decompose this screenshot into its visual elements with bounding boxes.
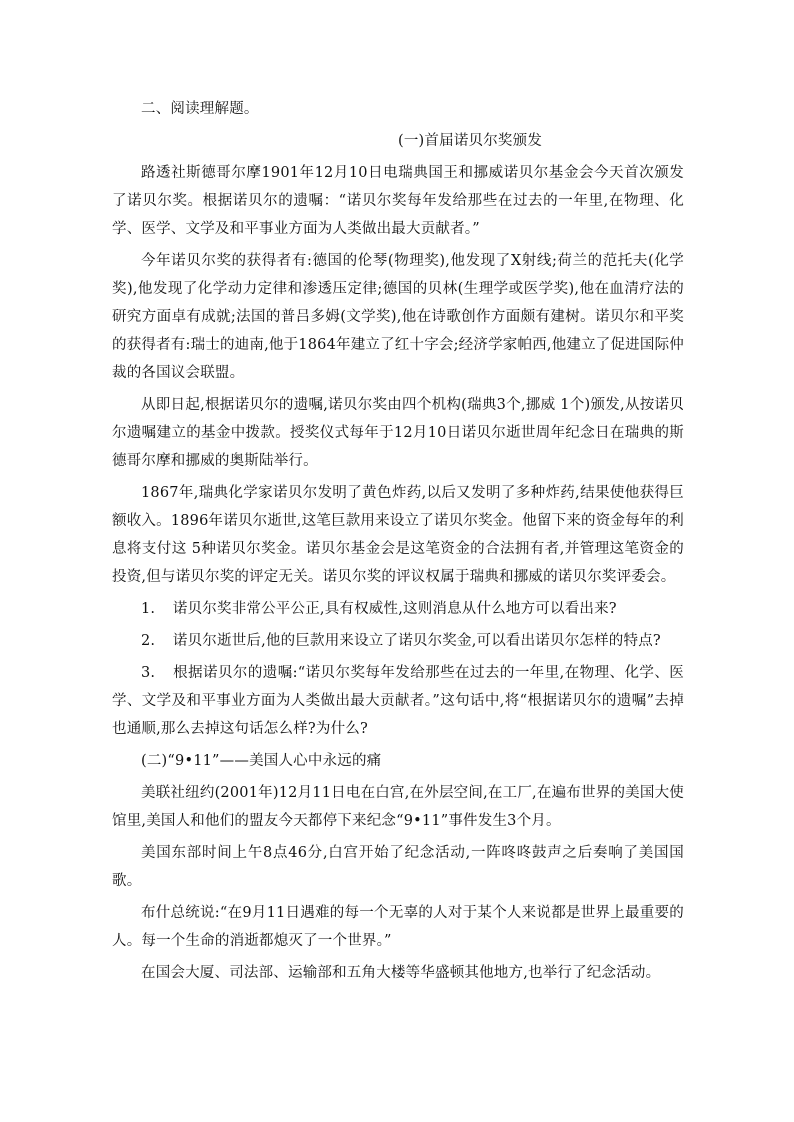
- question-1: [112, 595, 684, 623]
- passage2-title: (二)“9•11”——美国人心中永远的痛: [141, 753, 382, 769]
- question-text: 诺贝尔逝世后,他的巨款用来设立了诺贝尔奖金,可以看出诺贝尔怎样的特点?: [172, 633, 661, 649]
- passage2-paragraph-1: 美联社纽约(2001年)12月11日电在白宫,在外层空间,在工厂,在遍布世界的美国大使馆里,美国人和他们的盟友今天都停下来纪念“9•11”事件发生3个月。: [112, 785, 684, 829]
- document-content: [112, 95, 684, 991]
- passage1-paragraph-3: 从即日起,根据诺贝尔的遗嘱,诺贝尔奖由四个机构(瑞典3个,挪威 1个)颁发,从按诺贝尔遗嘱建立的基金中拨款。授奖仪式每年于12月10日诺贝尔逝世周年纪念日在瑞典的斯德哥尔摩和挪威的奥斯陆举行。: [112, 397, 684, 469]
- passage2-paragraph-4: 在国会大厦、司法部、运输部和五角大楼等华盛顿其他地方,也举行了纪念活动。: [141, 965, 661, 981]
- passage1-title: (一)首届诺贝尔奖颁发: [398, 133, 543, 149]
- section-heading: 二、阅读理解题。: [141, 101, 259, 117]
- passage1-paragraph-4: 1867年,瑞典化学家诺贝尔发明了黄色炸药,以后又发明了多种炸药,结果使他获得巨额收入。1896年诺贝尔逝世,这笔巨款用来设立了诺贝尔奖金。他留下来的资金每年的利息将支付这 5种诺贝尔奖金。诺贝尔基金会是这笔资金的合法拥有者,并管理这笔资金的投资,但与诺贝尔奖的评定无关。诺贝尔奖的评议权属于瑞典和挪威的诺贝尔奖评委会。: [112, 485, 684, 585]
- question-2: [112, 627, 684, 655]
- question-text: 根据诺贝尔的遗嘱:“诺贝尔奖每年发给那些在过去的一年里,在物理、化学、医学、文学及和平事业方面为人类做出最大贡献者。”这句话中,将“根据诺贝尔的遗嘱”去掉也通顺,那么去掉这句话怎么样?为什么?: [112, 665, 684, 737]
- passage1-paragraph-1: 路透社斯德哥尔摩1901年12月10日电瑞典国王和挪威诺贝尔基金会今天首次颁发了诺贝尔奖。根据诺贝尔的遗嘱：“诺贝尔奖每年发给那些在过去的一年里,在物理、化学、医学、文学及和平事业方面为人类做出最大贡献者。”: [112, 165, 684, 237]
- passage2-paragraph-2: 美国东部时间上午8点46分,白宫开始了纪念活动,一阵咚咚鼓声之后奏响了美国国歌。: [112, 845, 684, 889]
- passage2-paragraph-3: 布什总统说:“在9月11日遇难的每一个无辜的人对于某个人来说都是世界上最重要的人。每一个生命的消逝都熄灭了一个世界。”: [112, 905, 684, 949]
- question-number: 3.: [141, 665, 156, 681]
- passage1-paragraph-2: 今年诺贝尔奖的获得者有:德国的伦琴(物理奖),他发现了X射线;荷兰的范托夫(化学奖),他发现了化学动力定律和渗透压定律;德国的贝林(生理学或医学奖),他在血清疗法的研究方面卓有成就;法国的普吕多姆(文学奖),他在诗歌创作方面颇有建树。诺贝尔和平奖的获得者有:瑞士的迪南,他于1864年建立了红十字会;经济学家帕西,他建立了促进国际仲裁的各国议会联盟。: [112, 253, 684, 381]
- question-number: 1.: [141, 601, 156, 617]
- question-text: 诺贝尔奖非常公平公正,具有权威性,这则消息从什么地方可以看出来?: [172, 601, 617, 617]
- question-number: 2.: [141, 633, 156, 649]
- question-3: [112, 659, 684, 743]
